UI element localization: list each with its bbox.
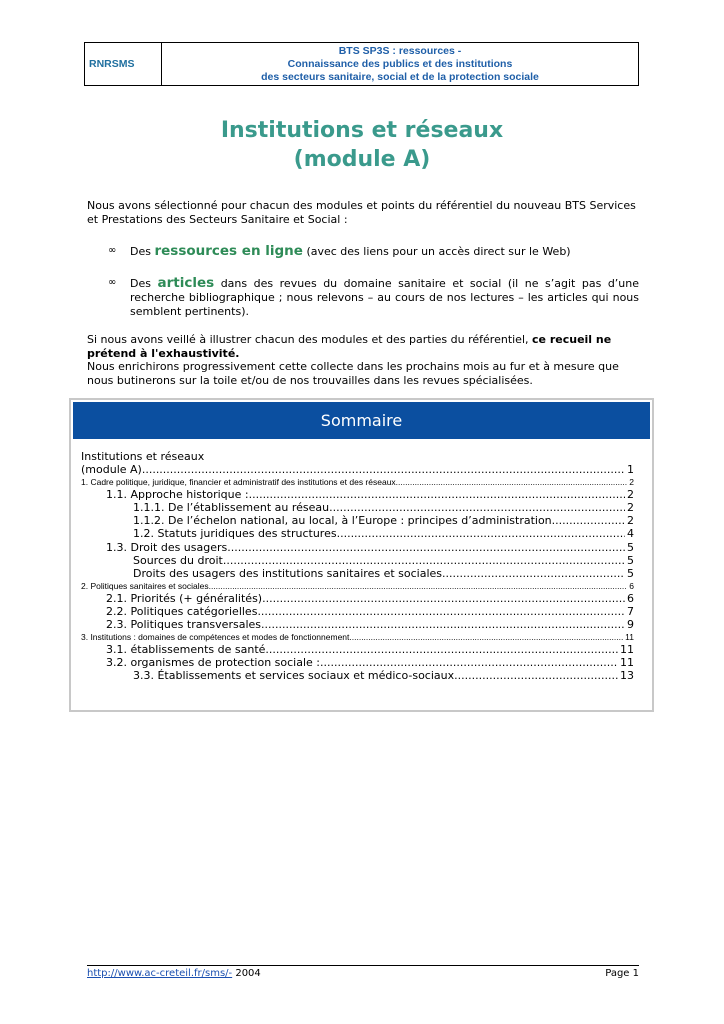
header-line-1: BTS SP3S : ressources -: [338, 44, 462, 57]
toc-entry[interactable]: 3.1. établissements de santé ..... 11: [81, 643, 634, 656]
header-line-2: Connaissance des publics et des institutions: [287, 57, 513, 70]
toc-entry[interactable]: 1.3. Droit des usagers. ..... 5: [81, 541, 634, 554]
toc-entry[interactable]: (module A) ..... 1: [81, 463, 634, 476]
toc-entry[interactable]: 3.3. Établissements et services sociaux et médico-sociaux ..... 13: [81, 669, 634, 682]
toc-entry[interactable]: 1. Cadre politique, juridique, financier et administratif des institutions et des réseaux ..... 2: [81, 477, 634, 488]
toc-title: Sommaire: [73, 402, 650, 439]
toc-entry[interactable]: Sources du droit ..... 5: [81, 554, 634, 567]
header-line-3: des secteurs sanitaire, social et de la protection sociale: [261, 70, 539, 83]
disclaimer-bold: ce recueil ne prétend à l'exhaustivité.: [87, 333, 612, 360]
bullet-highlight-articles: articles: [157, 275, 215, 291]
footer-page-number: Page 1: [605, 968, 639, 979]
header-title-block: [162, 43, 638, 85]
footer-link[interactable]: http://www.ac-creteil.fr/sms/-: [87, 968, 233, 979]
infinity-bullet-icon: ∞: [108, 277, 117, 288]
page-footer: [87, 968, 639, 979]
toc-entry[interactable]: 2.3. Politiques transversales. ..... 9: [81, 618, 634, 631]
toc-entry[interactable]: 1.1.2. De l’échelon national, au local, à l’Europe : principes d’administration. ..... 2: [81, 514, 634, 527]
page-title-line-1: Institutions et réseaux: [220, 118, 504, 143]
document-header: [84, 42, 639, 86]
toc-entry[interactable]: 2.2. Politiques catégorielles ..... 7: [81, 605, 634, 618]
toc-entry[interactable]: Droits des usagers des institutions sanitaires et sociales. ..... 5: [81, 567, 634, 580]
bullet-pre: Des: [130, 277, 158, 290]
bullet-pre: Des: [130, 245, 155, 258]
bullet-post: (avec des liens pour un accès direct sur le Web): [302, 245, 571, 258]
toc-entry[interactable]: 2.1. Priorités (+ généralités). ..... 6: [81, 592, 634, 605]
footer-divider: [87, 965, 639, 966]
header-org-label: RNRSMS: [85, 43, 162, 85]
toc-entry[interactable]: 3.2. organismes de protection sociale : ..... 11: [81, 656, 634, 669]
bullet-post: dans des revues du domaine sanitaire et social (il ne s’agit pas d’une recherche bibliographique ; nous relevons – au cours de nos lectures – les articles qui nous semblent pertinents).: [130, 277, 640, 318]
toc-entry[interactable]: 1.1.1. De l’établissement au réseau ..... 2: [81, 501, 634, 514]
bullet-item-articles: [108, 276, 639, 319]
toc-list: [81, 450, 634, 682]
page-title: [0, 116, 724, 174]
disclaimer-paragraph: [87, 333, 639, 387]
enrichment-text: Nous enrichirons progressivement cette collecte dans les prochains mois au fur et à mesure que nous butinerons sur la toile et/ou de nos trouvailles dans les revues spécialisées.: [87, 360, 619, 387]
toc-entry[interactable]: 1.1. Approche historique : ..... 2: [81, 488, 634, 501]
disclaimer-text: Si nous avons veillé à illustrer chacun des modules et des parties du référentiel,: [87, 333, 533, 346]
page-title-line-2: (module A): [293, 147, 431, 172]
toc-entry[interactable]: 2. Politiques sanitaires et sociales. ..... 6: [81, 581, 634, 592]
toc-entry[interactable]: 1.2. Statuts juridiques des structures ..... 4: [81, 527, 634, 540]
footer-year: 2004: [232, 968, 261, 979]
bullet-item-resources: [108, 244, 639, 259]
footer-source: [87, 968, 261, 979]
toc-entry[interactable]: Institutions et réseaux: [81, 450, 205, 463]
bullet-highlight-resources: ressources en ligne: [154, 243, 303, 259]
infinity-bullet-icon: ∞: [108, 245, 117, 256]
toc-entry[interactable]: 3. Institutions : domaines de compétences et modes de fonctionnement ..... 11: [81, 632, 634, 643]
intro-paragraph: Nous avons sélectionné pour chacun des modules et points du référentiel du nouveau BTS Services et Prestations des Secteurs Sanitaire et Social :: [87, 199, 636, 226]
table-of-contents: [69, 398, 654, 712]
